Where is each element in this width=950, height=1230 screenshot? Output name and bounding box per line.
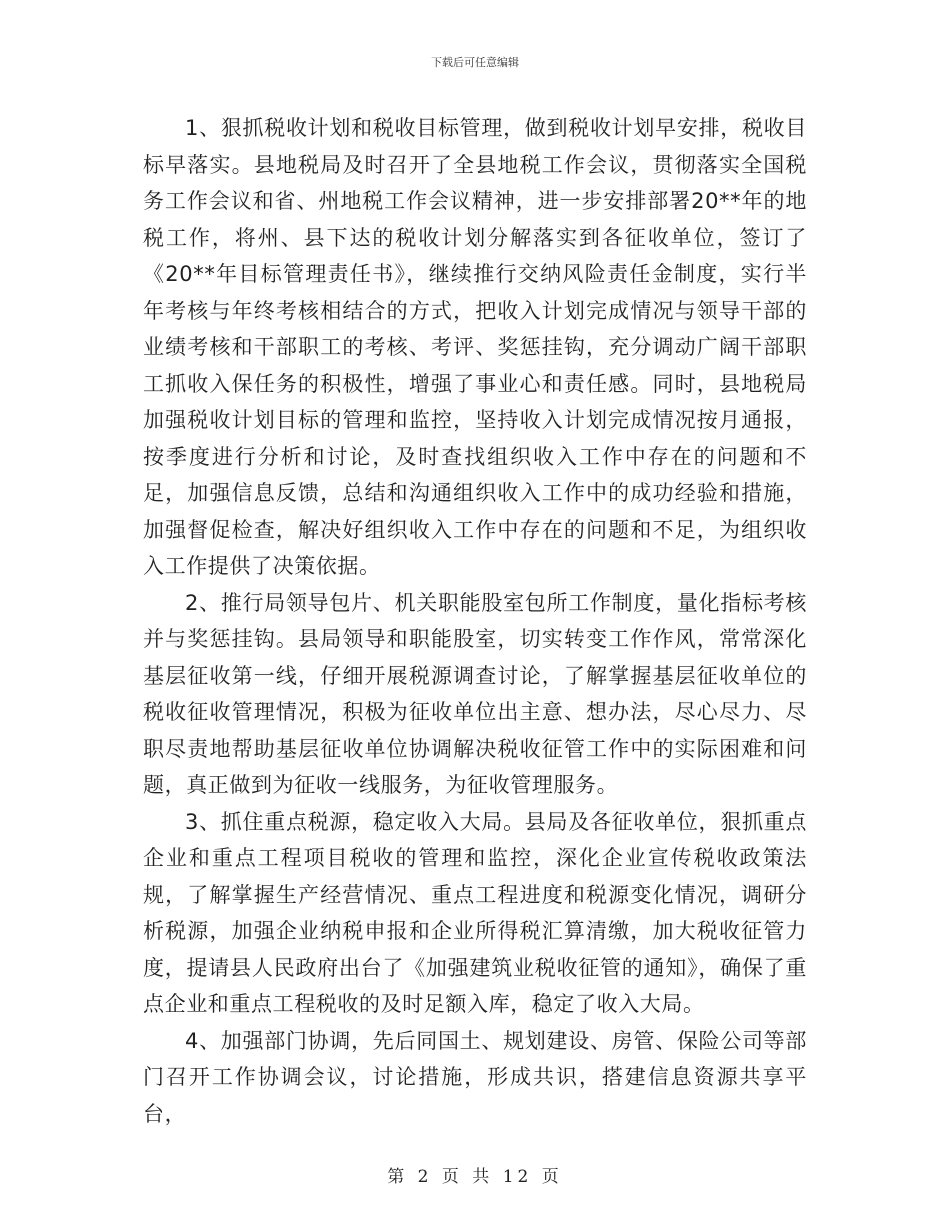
page-number-footer: 第 2 页 共 12 页: [387, 1167, 563, 1187]
paragraph-4: 4、加强部门协调，先后同国土、规划建设、房管、保险公司等部门召开工作协调会议，讨论措施，形成共识，搭建信息资源共享平台，: [143, 1028, 807, 1126]
paragraph-1: 1、狠抓税收计划和税收目标管理，做到税收计划早安排，税收目标早落实。县地税局及时召开了全县地税工作会议，贯彻落实全国税务工作会议和省、州地税工作会议精神，进一步安排部署20**年的地税工作，将州、县下达的税收计划分解落实到各征收单位，签订了《20**年目标管理责任书》，继续推行交纳风险责任金制度，实行半年考核与年终考核相结合的方式，把收入计划完成情况与领导干部的业绩考核和干部职工的考核、考评、奖惩挂钩，充分调动广阔干部职工抓收入保任务的积极性，增强了事业心和责任感。同时，县地税局加强税收计划目标的管理和监控，坚持收入计划完成情况按月通报，按季度进行分析和讨论，及时查找组织收入工作中存在的问题和不足，加强信息反馈，总结和沟通组织收入工作中的成功经验和措施，加强督促检查，解决好组织收入工作中存在的问题和不足，为组织收入工作提供了决策依据。: [143, 116, 807, 578]
paragraph-3: 3、抓住重点税源，稳定收入大局。县局及各征收单位，狠抓重点企业和重点工程项目税收的管理和监控，深化企业宣传税收政策法规，了解掌握生产经营情况、重点工程进度和税源变化情况，调研分析税源，加强企业纳税申报和企业所得税汇算清缴，加大税收征管力度，提请县人民政府出台了《加强建筑业税收征管的通知》，确保了重点企业和重点工程税收的及时足额入库，稳定了收入大局。: [143, 809, 807, 1016]
paragraph-2: 2、推行局领导包片、机关职能股室包所工作制度，量化指标考核并与奖惩挂钩。县局领导和职能股室，切实转变工作作风，常常深化基层征收第一线，仔细开展税源调查讨论，了解掌握基层征收单位的税收征收管理情况，积极为征收单位出主意、想办法，尽心尽力、尽职尽责地帮助基层征收单位协调解决税收征管工作中的实际困难和问题，真正做到为征收一线服务，为征收管理服务。: [143, 590, 807, 797]
document-body: [143, 110, 807, 1132]
page-header: 下载后可任意编辑: [431, 56, 519, 69]
